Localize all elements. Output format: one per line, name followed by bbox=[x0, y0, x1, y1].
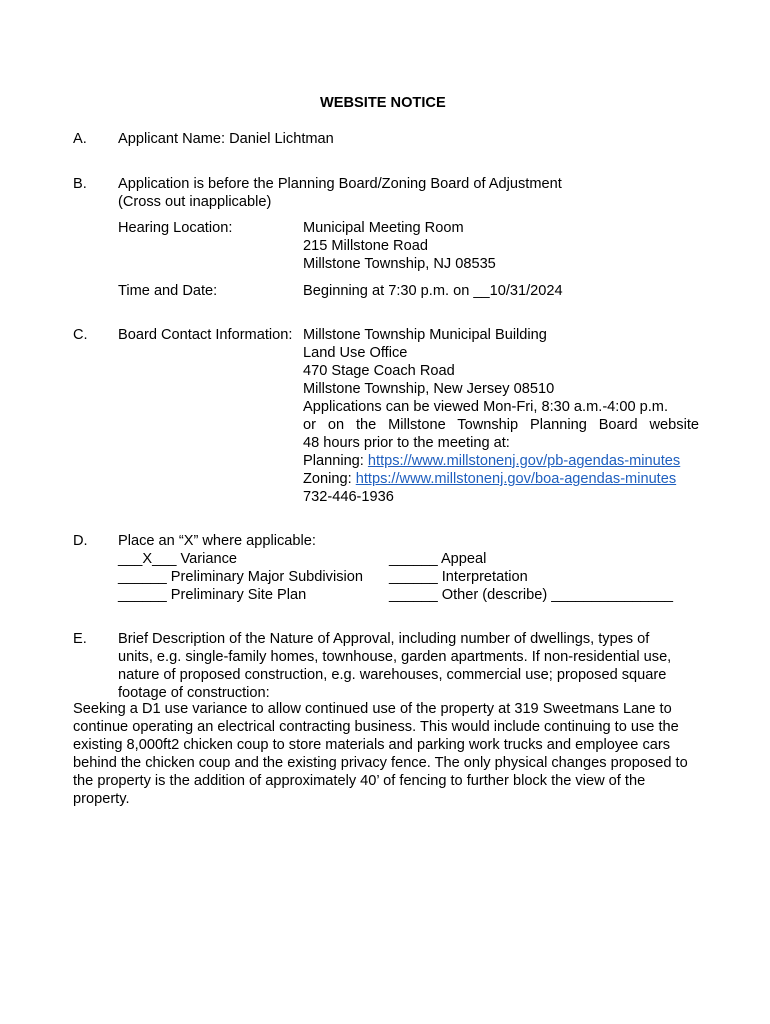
section-e-letter: E. bbox=[73, 631, 87, 647]
contact-line: Applications can be viewed Mon-Fri, 8:30 a.m.-4:00 p.m. bbox=[303, 399, 669, 415]
contact-phone: 732-446-1936 bbox=[303, 489, 394, 505]
time-date-value: Beginning at 7:30 p.m. on __10/31/2024 bbox=[303, 283, 563, 299]
contact-line: 48 hours prior to the meeting at: bbox=[303, 435, 510, 451]
option-appeal: ______ Appeal bbox=[389, 551, 487, 567]
approval-description: Seeking a D1 use variance to allow continued use of the property at 319 Sweetmans Lane to continue operating an electrical contracting business. This would include continuing to use the existing 8,000ft2 chicken coup to store materials and parking work trucks and employee cars behind the chicken coup and the existing privacy fence. The only physical changes proposed to the property is the addition of approximately 40’ of fencing to further block the view of the property. bbox=[73, 701, 688, 807]
zoning-label: Zoning: bbox=[303, 471, 356, 487]
option-interpretation: ______ Interpretation bbox=[389, 569, 528, 585]
contact-line: Millstone Township Municipal Building bbox=[303, 327, 547, 343]
contact-line: Millstone Township, New Jersey 08510 bbox=[303, 381, 555, 397]
approval-instructions-line: nature of proposed construction, e.g. warehouses, commercial use; proposed square bbox=[118, 667, 667, 683]
hearing-location-label: Hearing Location: bbox=[118, 220, 233, 236]
approval-instructions-line: footage of construction: bbox=[118, 685, 270, 701]
section-c-letter: C. bbox=[73, 327, 88, 343]
option-other: ______ Other (describe) _______________ bbox=[389, 587, 673, 603]
option-preliminary-major-subdivision: ______ Preliminary Major Subdivision bbox=[118, 569, 363, 585]
contact-line: Land Use Office bbox=[303, 345, 408, 361]
zoning-link[interactable]: https://www.millstonenj.gov/boa-agendas-minutes bbox=[355, 471, 677, 487]
planning-label: Planning: bbox=[303, 453, 368, 469]
hearing-location-line: Municipal Meeting Room bbox=[303, 220, 464, 236]
hearing-location-line: Millstone Township, NJ 08535 bbox=[303, 256, 496, 272]
contact-line: 470 Stage Coach Road bbox=[303, 363, 455, 379]
time-date-label: Time and Date: bbox=[118, 283, 218, 299]
application-board-line: Application is before the Planning Board/Zoning Board of Adjustment bbox=[118, 176, 562, 192]
option-preliminary-site-plan: ______ Preliminary Site Plan bbox=[118, 587, 307, 603]
section-b-letter: B. bbox=[73, 176, 87, 192]
board-contact-label: Board Contact Information: bbox=[118, 327, 293, 343]
planning-link-line bbox=[303, 452, 680, 470]
approval-instructions-line: Brief Description of the Nature of Approval, including number of dwellings, types of bbox=[118, 631, 650, 647]
zoning-link-line bbox=[303, 470, 676, 488]
hearing-location-line: 215 Millstone Road bbox=[303, 238, 428, 254]
contact-line: or on the Millstone Township Planning Board website bbox=[303, 417, 699, 433]
option-variance: ___X___ Variance bbox=[118, 551, 238, 567]
cross-out-note: (Cross out inapplicable) bbox=[118, 194, 272, 210]
place-x-intro: Place an “X” where applicable: bbox=[118, 533, 316, 549]
approval-instructions-line: units, e.g. single-family homes, townhouse, garden apartments. If non-residential use, bbox=[118, 649, 672, 665]
page-title: WEBSITE NOTICE bbox=[320, 95, 446, 111]
section-a-letter: A. bbox=[73, 131, 87, 147]
planning-link[interactable]: https://www.millstonenj.gov/pb-agendas-minutes bbox=[367, 453, 681, 469]
applicant-name: Applicant Name: Daniel Lichtman bbox=[118, 131, 334, 147]
section-d-letter: D. bbox=[73, 533, 88, 549]
